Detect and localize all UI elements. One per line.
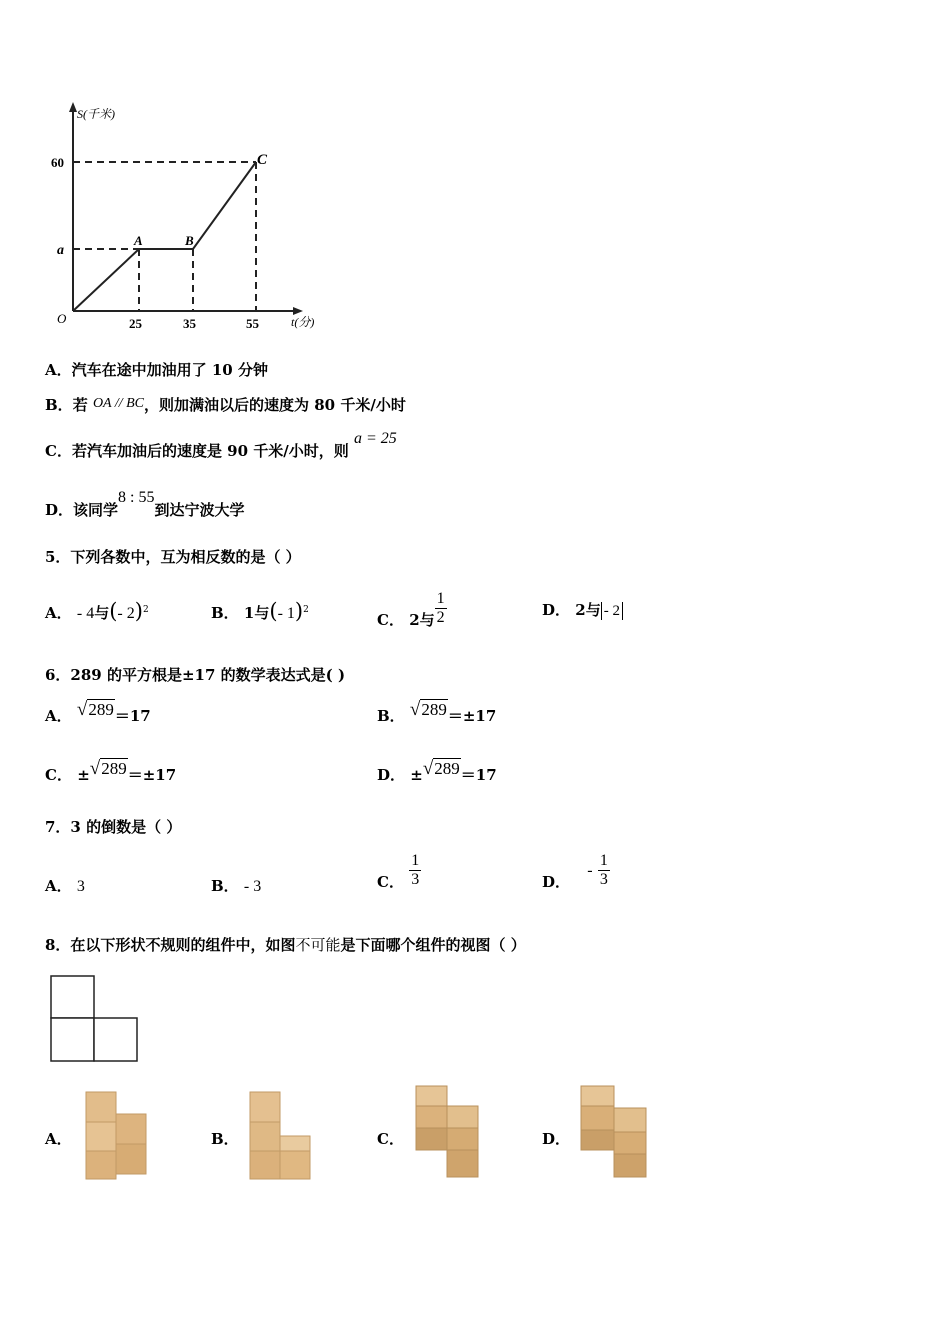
option-pre: 若汽车加油后的速度是 90 千米/小时，则 [71, 442, 349, 460]
x-tick-55: 55 [246, 316, 259, 331]
option-label: A． [45, 604, 72, 622]
stem-emphasis: 不可能 [295, 936, 341, 954]
wooden-block-d [578, 1084, 650, 1180]
denominator: 3 [411, 871, 420, 888]
rhs: ＝17 [114, 707, 151, 725]
option-label: B． [377, 707, 405, 725]
option-label: D． [542, 872, 571, 891]
option-label: B． [45, 396, 73, 414]
option-label: D． [377, 766, 406, 784]
left-value: 1 [243, 604, 255, 622]
q7-option-b [211, 876, 261, 897]
square-root [423, 759, 461, 779]
denominator: 2 [436, 609, 445, 626]
connector: 与 [419, 610, 435, 629]
q6-option-a [45, 699, 151, 726]
q8-option-b-label: B． [211, 1130, 239, 1148]
q6-stem: 6．289 的平方根是±17 的数学表达式是( ) [45, 666, 346, 684]
option-label: B． [211, 877, 239, 895]
x-axis-label: t(分) [291, 315, 315, 329]
q8-stem [45, 935, 526, 955]
wooden-block-c [413, 1084, 481, 1180]
journey-line [73, 162, 256, 311]
q7-stem: 7．3 的倒数是（ ） [45, 818, 182, 836]
exponent: 2 [142, 605, 149, 615]
radicand: 289 [88, 700, 114, 719]
radical-sign-icon: √ [89, 758, 101, 779]
denominator: 3 [599, 871, 608, 888]
connector: 与 [254, 604, 270, 622]
q8-option-d-label: D． [542, 1130, 571, 1148]
option-label: B． [211, 604, 239, 622]
y-tick-a: a [57, 243, 64, 258]
base-value: - 1 [277, 605, 295, 622]
time-value: 8 : 55 [118, 489, 155, 506]
q4-option-a [45, 360, 268, 380]
left-value: - 4 [76, 605, 95, 622]
option-label: C． [377, 872, 404, 891]
x-tick-25: 25 [129, 316, 142, 331]
minus-sign: - [587, 861, 593, 879]
radicand: 289 [101, 759, 127, 778]
rhs: ＝±17 [127, 766, 177, 784]
q4-option-d [45, 489, 245, 521]
prefix: ± [410, 766, 423, 784]
connector: 与 [94, 604, 110, 622]
wooden-block-a [84, 1090, 149, 1182]
fraction-one-third [598, 852, 610, 889]
y-tick-60: 60 [51, 155, 64, 170]
q8-option-a-label: A． [45, 1130, 72, 1148]
fraction-one-half [435, 590, 447, 627]
option-pre: 该同学 [73, 501, 119, 519]
option-text: 汽车在途中加油用了 10 分钟 [71, 361, 268, 379]
rhs: ＝17 [460, 766, 497, 784]
prefix: ± [77, 766, 90, 784]
option-post: ，则加满油以后的速度为 80 千米/小时 [144, 396, 406, 414]
option-post: 到达宁波大学 [154, 501, 245, 519]
option-label: C． [45, 442, 72, 460]
square-root [90, 759, 128, 779]
radical-sign-icon: √ [409, 699, 421, 720]
q4-option-c [45, 430, 397, 462]
option-label: C． [377, 610, 404, 629]
option-label: D． [542, 601, 571, 619]
q7-option-d [542, 852, 610, 889]
value: - 3 [243, 878, 262, 895]
q7-option-a [45, 876, 85, 897]
left-value: 2 [575, 601, 586, 619]
distance-time-graph [45, 100, 345, 340]
numerator: 1 [599, 852, 608, 869]
numerator: 1 [436, 590, 445, 607]
origin-label: O [57, 311, 67, 326]
connector: 与 [585, 601, 601, 619]
q6-option-c [45, 758, 177, 785]
option-label: A． [45, 361, 72, 379]
radicand: 289 [421, 700, 447, 719]
left-value: 2 [409, 610, 420, 629]
y-axis-arrow [69, 102, 77, 112]
view-diagram [50, 975, 140, 1063]
y-axis-label: S(千米) [77, 107, 115, 121]
x-tick-35: 35 [183, 316, 196, 331]
absolute-value: - 2 [601, 602, 623, 620]
q6-option-b [377, 699, 497, 726]
exponent: 2 [303, 605, 309, 615]
right-paren: ) [294, 599, 304, 623]
right-paren: ) [134, 599, 143, 623]
stem-post: 是下面哪个组件的视图（ ） [340, 936, 526, 954]
dashed-guides [73, 162, 256, 311]
option-pre: 若 [72, 396, 88, 414]
square-root [410, 700, 448, 720]
q8-option-c-label: C． [377, 1130, 404, 1148]
option-label: A． [45, 707, 72, 725]
fraction-one-third [409, 852, 421, 889]
value: 3 [76, 878, 85, 895]
point-a-label: A [134, 233, 143, 248]
q5-option-b [211, 600, 309, 624]
numerator: 1 [411, 852, 420, 869]
radicand: 289 [434, 759, 460, 778]
square-root [77, 700, 115, 720]
rhs: ＝±17 [447, 707, 497, 725]
parallel-expression: OA // BC [92, 396, 145, 411]
option-label: A． [45, 877, 72, 895]
equation: a = 25 [354, 430, 397, 447]
wooden-block-b [248, 1090, 313, 1182]
q5-stem: 5．下列各数中，互为相反数的是（ ） [45, 548, 301, 566]
q4-option-b [45, 395, 406, 417]
point-c-label: C [257, 152, 268, 168]
base-value: - 2 [117, 605, 135, 622]
q5-option-d [542, 600, 623, 620]
x-axis-arrow [293, 307, 303, 315]
option-label: D． [45, 501, 74, 519]
radical-sign-icon: √ [422, 758, 434, 779]
left-paren: ( [269, 599, 278, 623]
q6-option-d [377, 758, 497, 785]
radical-sign-icon: √ [76, 699, 88, 720]
left-paren: ( [109, 599, 118, 623]
option-label: C． [45, 766, 72, 784]
q5-option-a [45, 600, 149, 624]
stem-pre: 8．在以下形状不规则的组件中，如图 [45, 936, 296, 954]
point-b-label: B [185, 233, 194, 248]
q5-option-c [377, 590, 447, 627]
q7-option-c [377, 852, 421, 889]
